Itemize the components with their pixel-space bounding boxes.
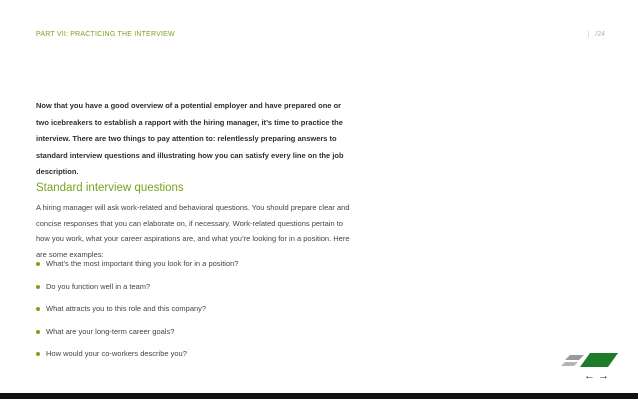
footer-bar: [0, 393, 638, 399]
list-item: [36, 258, 366, 281]
logo-stripe-gray: [565, 355, 584, 360]
next-page-arrow-icon[interactable]: →: [598, 370, 612, 382]
bullet-icon: [36, 285, 40, 289]
logo-stripe-light: [561, 362, 578, 366]
section-header: PART VII: PRACTICING THE INTERVIEW: [36, 31, 175, 38]
bullet-icon: [36, 352, 40, 356]
page-navigation: [584, 370, 612, 382]
list-item-text: How would your co-workers describe you?: [46, 349, 187, 358]
list-item: [36, 281, 366, 304]
intro-paragraph: Now that you have a good overview of a potential employer and have prepared one or two icebreakers to establish a rapport with the hiring manager, it’s time to practice the interview. There are two things to pay attention to: relentlessly preparing answers to standard interview questions and illustrating how you can satisfy every line on the job description.: [36, 101, 344, 176]
page-number: /24: [595, 31, 605, 38]
list-item: [36, 326, 366, 349]
list-item-text: Do you function well in a team?: [46, 281, 151, 291]
body-paragraph: A hiring manager will ask work-related and behavioral questions. You should prepare clear and concise responses that you can elaborate on, if necessary. Work-related questions pertain to how you work, what your career aspirations are, and what you’re looking for in a position. Here are some examples:: [36, 203, 350, 259]
header-separator: |: [587, 31, 590, 38]
bullet-icon: [36, 330, 40, 334]
list-item-text: What are your long-term career goals?: [46, 326, 175, 336]
bullet-icon: [36, 262, 40, 266]
question-list: [36, 258, 366, 371]
section-title: Standard interview questions: [36, 182, 184, 194]
list-item-text: What’s the most important thing you look for in a position?: [46, 259, 239, 268]
brand-logo-icon: [560, 352, 620, 368]
prev-page-arrow-icon[interactable]: ←: [584, 370, 598, 382]
list-item: [36, 303, 366, 326]
page-indicator: [587, 31, 605, 38]
bullet-icon: [36, 307, 40, 311]
list-item-text: What attracts you to this role and this company?: [46, 304, 207, 313]
list-item: [36, 348, 366, 371]
logo-block-green: [580, 353, 618, 367]
